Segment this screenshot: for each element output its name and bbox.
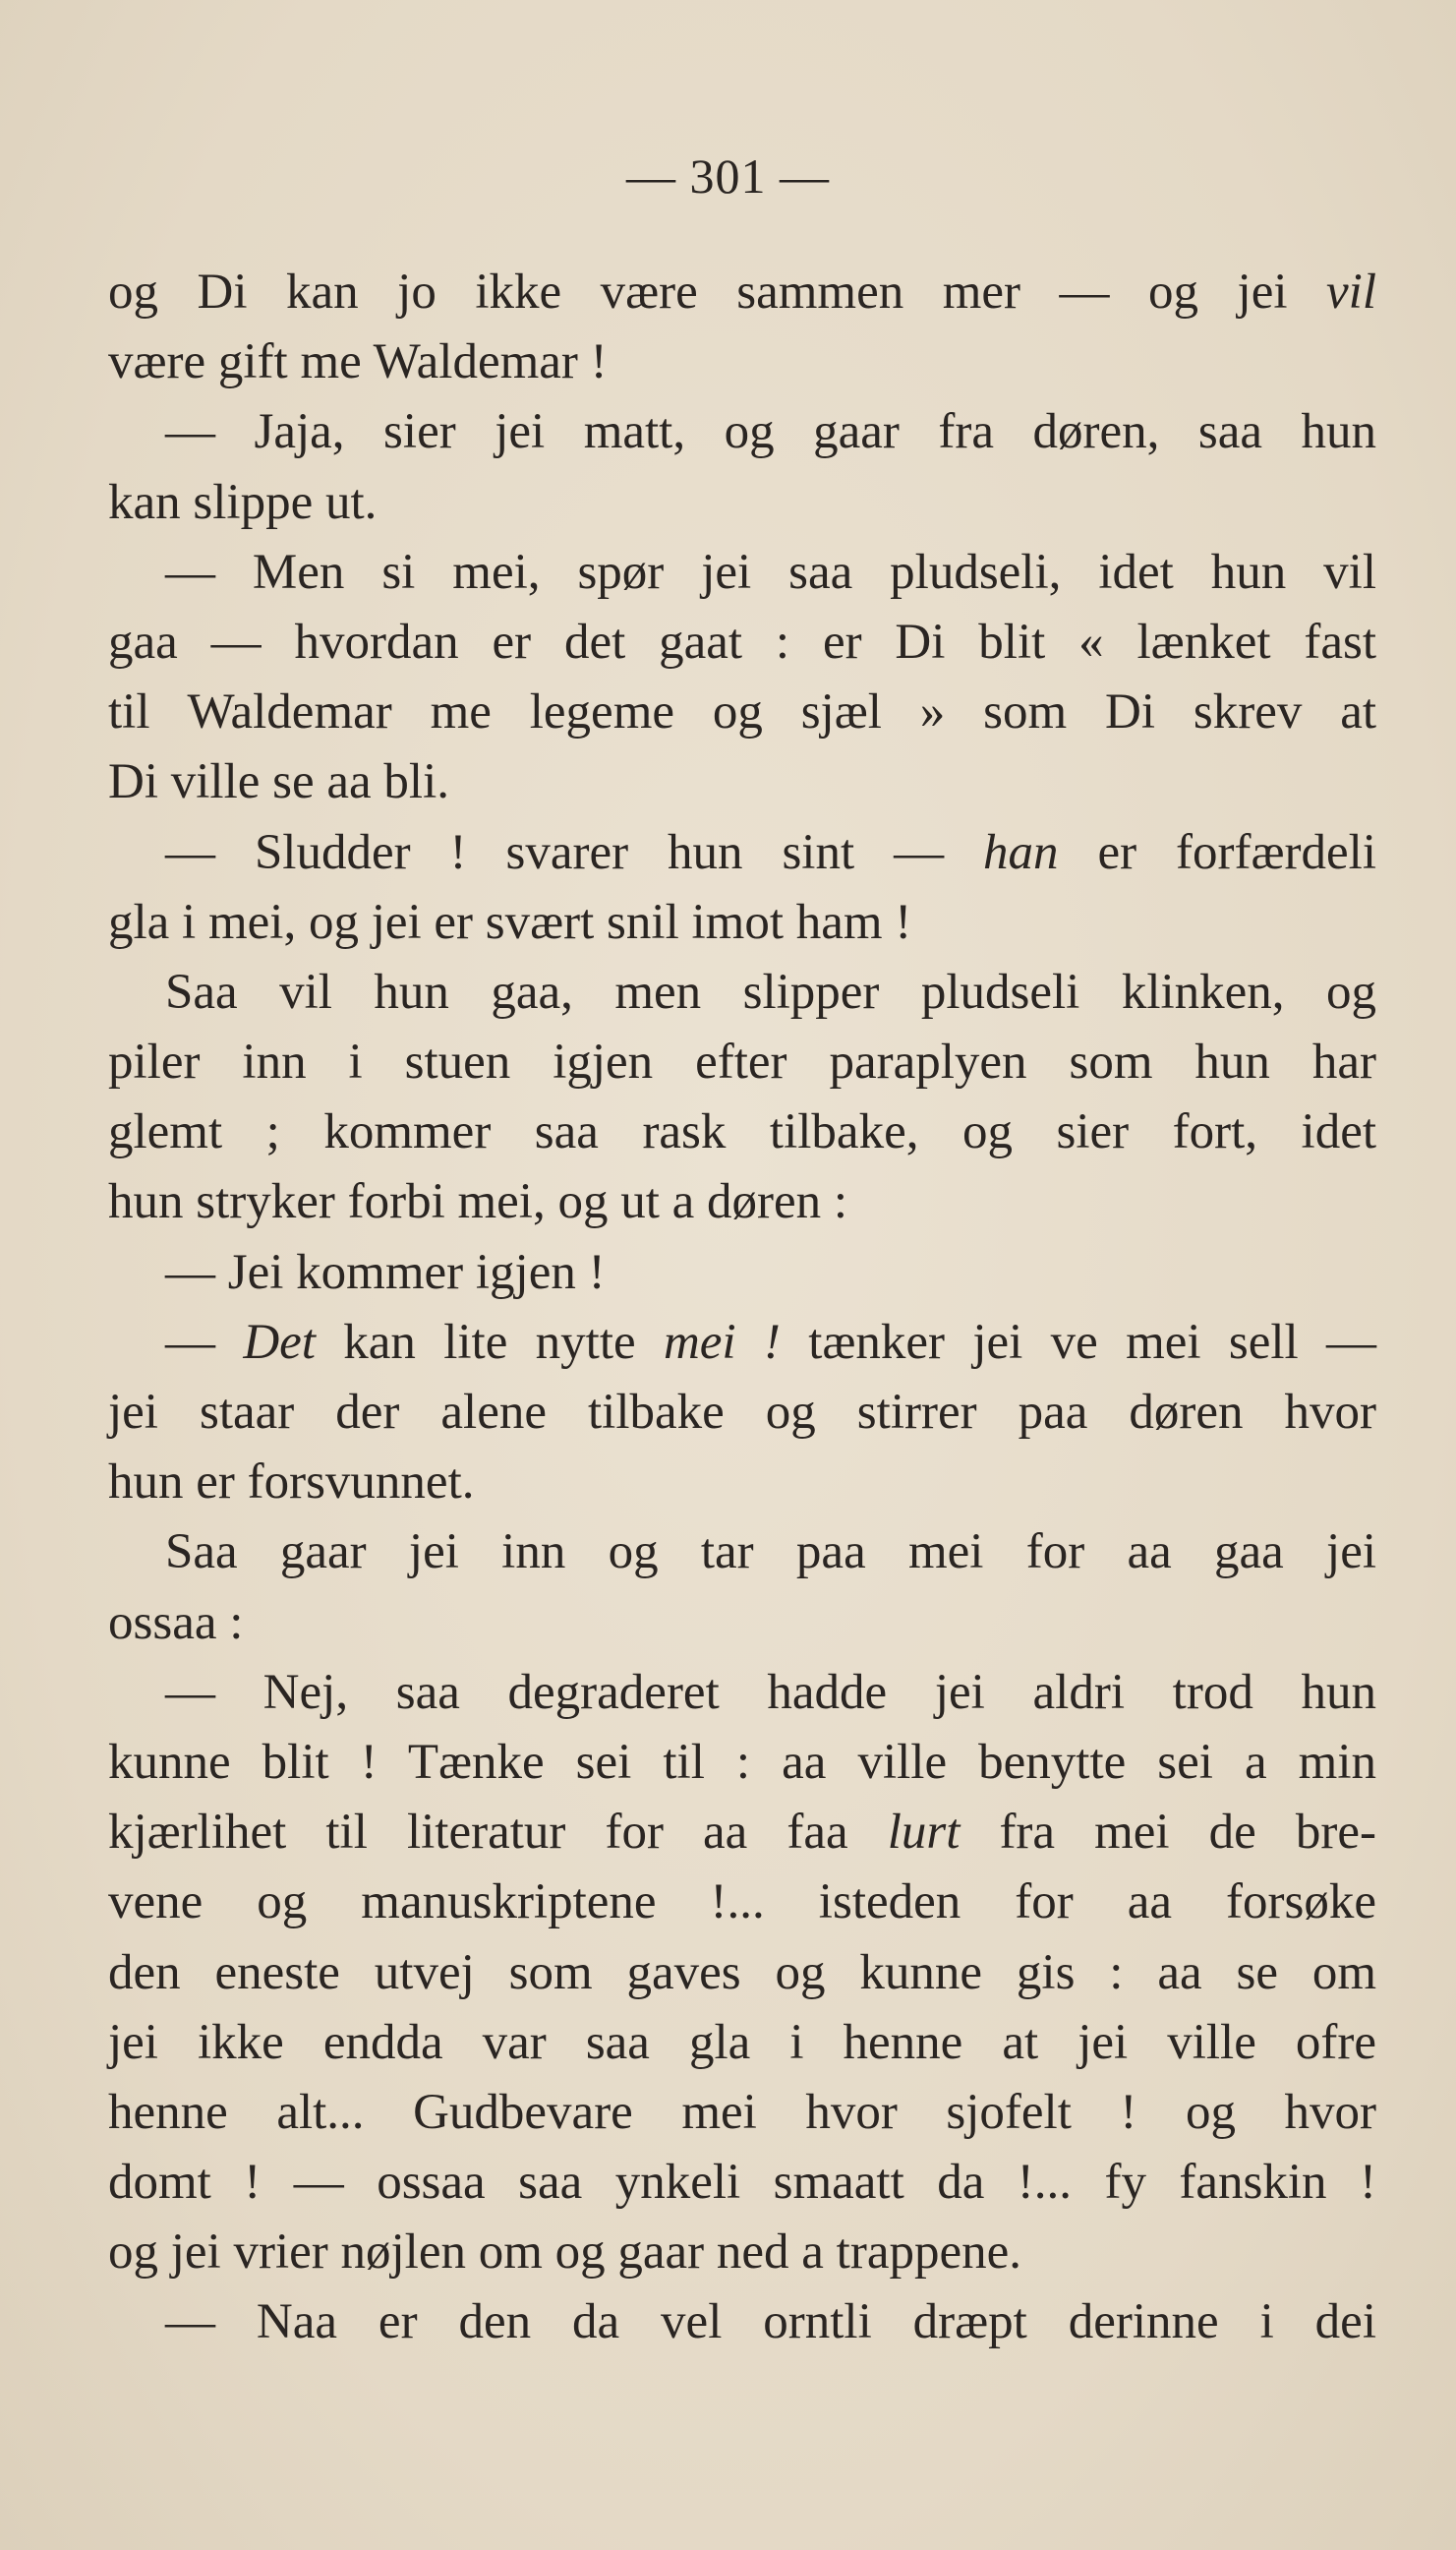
- text-run: kunne blit ! Tænke sei til : aa ville benytte sei a min: [108, 1734, 1376, 1790]
- text-run: domt ! — ossaa saa ynkeli smaatt da !... fy fanskin !: [108, 2155, 1376, 2211]
- text-run: — Nej, saa degraderet hadde jei aldri trod hun: [165, 1664, 1376, 1720]
- text-line: [108, 818, 1376, 888]
- body-text: [108, 258, 1376, 2358]
- text-line: [108, 1028, 1376, 1097]
- text-run: og jei vrier nøjlen om og gaar ned a trappene.: [108, 2224, 1021, 2281]
- text-run: hun stryker forbi mei, og ut a døren :: [108, 1174, 848, 1230]
- text-run: jei staar der alene tilbake og stirrer paa døren hvor: [108, 1385, 1376, 1440]
- text-run: til Waldemar me legeme og sjæl » som Di skrev at: [108, 684, 1376, 741]
- text-line: [108, 2008, 1376, 2078]
- text-line: [108, 1097, 1376, 1167]
- text-run: —: [165, 1314, 244, 1370]
- text-run: kan lite nytte: [315, 1314, 664, 1370]
- italic-text: vil: [1326, 265, 1376, 320]
- italic-text: Det: [243, 1314, 316, 1370]
- text-run: den eneste utvej som gaves og kunne gis : aa se om: [108, 1944, 1376, 2000]
- text-run: — Sludder ! svarer hun sint —: [165, 824, 984, 880]
- text-line: [108, 1728, 1376, 1798]
- text-run: kan slippe ut.: [108, 474, 378, 530]
- text-line: [108, 1798, 1376, 1868]
- text-line: [108, 888, 1376, 958]
- italic-text: han: [983, 824, 1059, 880]
- text-run: Di ville se aa bli.: [108, 754, 449, 810]
- text-line: [108, 958, 1376, 1028]
- text-line: [108, 1938, 1376, 2008]
- text-run: gaa — hvordan er det gaat : er Di blit « lænket fast: [108, 614, 1376, 670]
- text-run: vene og manuskriptene !... isteden for aa forsøke: [108, 1874, 1376, 1930]
- text-run: og Di kan jo ikke være sammen mer — og jei: [108, 265, 1327, 320]
- italic-text: lurt: [887, 1805, 961, 1861]
- text-run: piler inn i stuen igjen efter paraplyen som hun har: [108, 1035, 1376, 1091]
- text-line: [108, 1308, 1376, 1378]
- text-line: [108, 1517, 1376, 1587]
- text-run: Saa vil hun gaa, men slipper pludseli klinken, og: [165, 964, 1376, 1020]
- text-line: [108, 747, 1376, 817]
- text-run: hun er forsvunnet.: [108, 1454, 475, 1511]
- text-run: ossaa :: [108, 1594, 244, 1650]
- text-run: henne alt... Gudbevare mei hvor sjofelt ! og hvor: [108, 2084, 1376, 2140]
- text-run: — Naa er den da vel orntli dræpt derinne i dei: [165, 2294, 1376, 2350]
- text-run: Saa gaar jei inn og tar paa mei for aa gaa jei: [165, 1524, 1376, 1580]
- text-run: — Jei kommer igjen !: [165, 1244, 606, 1300]
- text-line: [108, 1378, 1376, 1448]
- text-line: [108, 1868, 1376, 1937]
- text-run: jei ikke endda var saa gla i henne at jei ville ofre: [108, 2014, 1376, 2070]
- text-line: [108, 1658, 1376, 1728]
- text-line: [108, 1238, 1376, 1308]
- page-number: — 301 —: [626, 148, 830, 204]
- text-line: [108, 1167, 1376, 1237]
- italic-text: mei !: [663, 1314, 781, 1370]
- text-line: [108, 468, 1376, 538]
- text-line: [108, 327, 1376, 397]
- text-line: [108, 1448, 1376, 1517]
- text-run: være gift me Waldemar !: [108, 334, 608, 390]
- text-run: — Jaja, sier jei matt, og gaar fra døren, saa hun: [165, 404, 1376, 460]
- text-line: [108, 2218, 1376, 2287]
- text-line: [108, 608, 1376, 678]
- text-line: [108, 2287, 1376, 2357]
- text-run: gla i mei, og jei er svært snil imot ham !: [108, 894, 912, 950]
- text-line: [108, 258, 1376, 327]
- text-run: kjærlihet til literatur for aa faa: [108, 1805, 888, 1861]
- text-line: [108, 2148, 1376, 2218]
- text-line: [108, 397, 1376, 467]
- text-line: [108, 538, 1376, 608]
- text-run: fra mei de bre-: [960, 1805, 1376, 1861]
- text-line: [108, 1588, 1376, 1658]
- text-run: tænker jei ve mei sell —: [780, 1314, 1376, 1370]
- text-run: er forfærdeli: [1058, 824, 1376, 880]
- text-line: [108, 2078, 1376, 2148]
- text-line: [108, 678, 1376, 747]
- text-run: glemt ; kommer saa rask tilbake, og sier fort, idet: [108, 1104, 1376, 1160]
- text-run: — Men si mei, spør jei saa pludseli, idet hun vil: [165, 544, 1376, 600]
